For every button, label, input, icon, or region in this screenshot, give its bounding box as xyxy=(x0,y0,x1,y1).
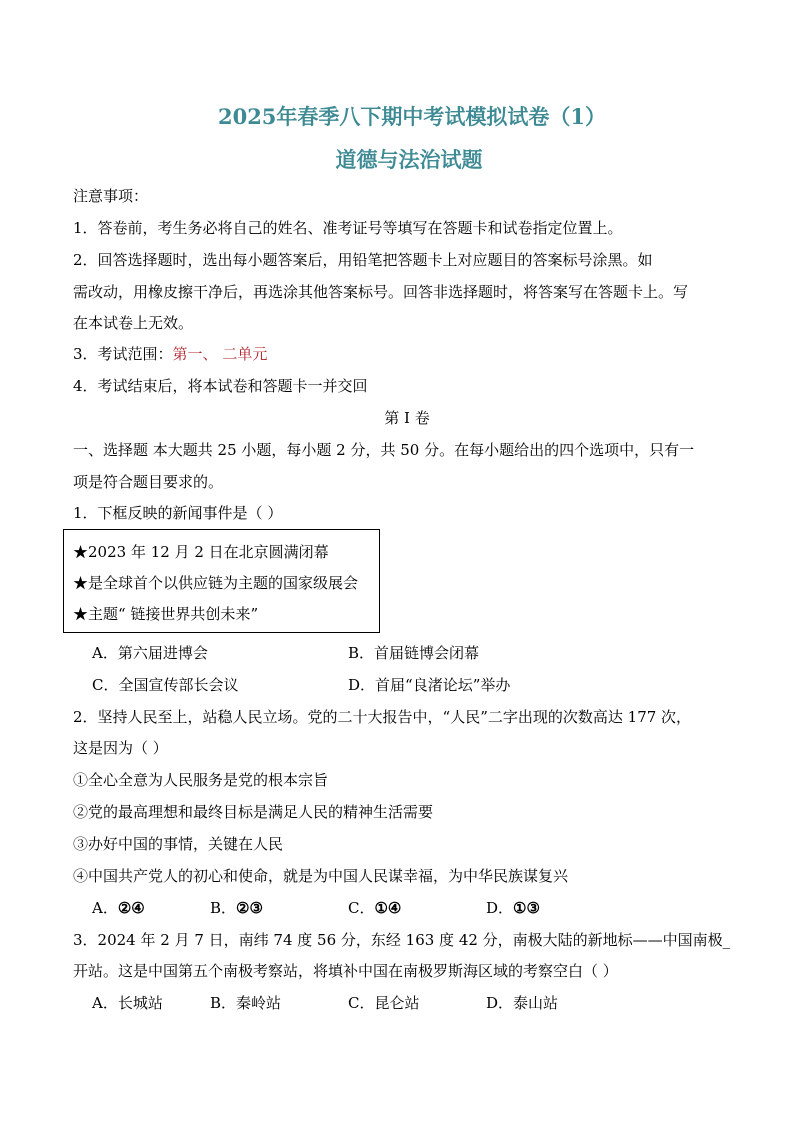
q2-statement-4: ④中国共产党人的初心和使命，就是为中国人民谋幸福，为中华民族谋复兴 xyxy=(73,867,569,885)
section-intro-line-2: 项是符合题目要求的。 xyxy=(73,473,224,491)
note-2-line-3: 在本试卷上无效。 xyxy=(73,314,194,332)
exam-title: 2025年春季八下期中考试模拟试卷（1） xyxy=(217,104,607,129)
q2-option-a-value: ②④ xyxy=(117,899,145,917)
q1-box-line-2: ★是全球首个以供应链为主题的国家级展会 xyxy=(73,574,359,592)
q1-option-b: B．首届链博会闭幕 xyxy=(348,644,480,662)
q2-option-c-label: C． xyxy=(348,899,375,917)
q2-option-b xyxy=(210,898,263,918)
note-3 xyxy=(73,344,267,364)
notes-heading: 注意事项： xyxy=(73,187,149,205)
exam-scope: 第一、 二单元 xyxy=(172,345,268,363)
q2-option-d-label: D． xyxy=(486,899,514,917)
q2-statement-1: ①全心全意为人民服务是党的根本宗旨 xyxy=(73,771,329,789)
q1-option-c: C．全国宣传部长会议 xyxy=(92,676,239,694)
q1-news-box xyxy=(63,529,380,633)
q2-option-b-value: ②③ xyxy=(236,899,263,917)
q3-option-d: D．泰山站 xyxy=(486,994,559,1012)
q3-option-b: B．秦岭站 xyxy=(210,994,282,1012)
note-3-prefix: 3．考试范围： xyxy=(73,345,173,363)
q3-option-a: A．长城站 xyxy=(92,994,163,1012)
q2-stem-line-2: 这是因为（ ） xyxy=(73,739,168,757)
q2-option-d-value: ①③ xyxy=(513,899,540,917)
q2-option-c-value: ①④ xyxy=(374,899,402,917)
volume-label: 第 I 卷 xyxy=(384,409,430,427)
q1-stem: 1．下框反映的新闻事件是（ ） xyxy=(73,504,283,522)
q3-stem-line-1: 3．2024 年 2 月 7 日，南纬 74 度 56 分，东经 163 度 42 分，南极大陆的新地标——中国南极_ xyxy=(73,931,731,949)
q1-option-d: D．首届“良渚论坛”举办 xyxy=(348,676,511,694)
q3-option-c: C．昆仑站 xyxy=(348,994,420,1012)
note-1: 1．答卷前，考生务必将自己的姓名、准考证号等填写在答题卡和试卷指定位置上。 xyxy=(73,219,623,237)
q2-option-a-label: A． xyxy=(92,899,118,917)
q1-box-line-3: ★主题“ 链接世界共创未来” xyxy=(73,605,259,623)
q2-option-a xyxy=(92,898,145,918)
q2-option-b-label: B． xyxy=(210,899,237,917)
note-2-line-2: 需改动，用橡皮擦干净后，再选涂其他答案标号。回答非选择题时，将答案写在答题卡上。写 xyxy=(73,283,689,301)
q2-statement-3: ③办好中国的事情，关键在人民 xyxy=(73,835,284,853)
note-4: 4．考试结束后，将本试卷和答题卡一并交回 xyxy=(73,377,368,395)
section-intro-line-1: 一、选择题 本大题共 25 小题，每小题 2 分，共 50 分。在每小题给出的四个选项中，只有一 xyxy=(73,441,695,459)
q2-option-c xyxy=(348,898,401,918)
q2-stem-line-1: 2．坚持人民至上，站稳人民立场。党的二十大报告中，“人民”二字出现的次数高达 177 次， xyxy=(73,708,692,726)
q2-statement-2: ②党的最高理想和最终目标是满足人民的精神生活需要 xyxy=(73,803,434,821)
exam-subtitle: 道德与法治试题 xyxy=(335,147,483,172)
q3-stem-line-2: 开站。这是中国第五个南极考察站，将填补中国在南极罗斯海区域的考察空白（ ） xyxy=(73,962,618,980)
q1-box-line-1: ★2023 年 12 月 2 日在北京圆满闭幕 xyxy=(73,543,329,561)
q2-option-d xyxy=(486,898,540,918)
q1-option-a: A．第六届进博会 xyxy=(92,644,208,662)
note-2-line-1: 2．回答选择题时，选出每小题答案后，用铅笔把答题卡上对应题目的答案标号涂黑。如 xyxy=(73,251,653,269)
